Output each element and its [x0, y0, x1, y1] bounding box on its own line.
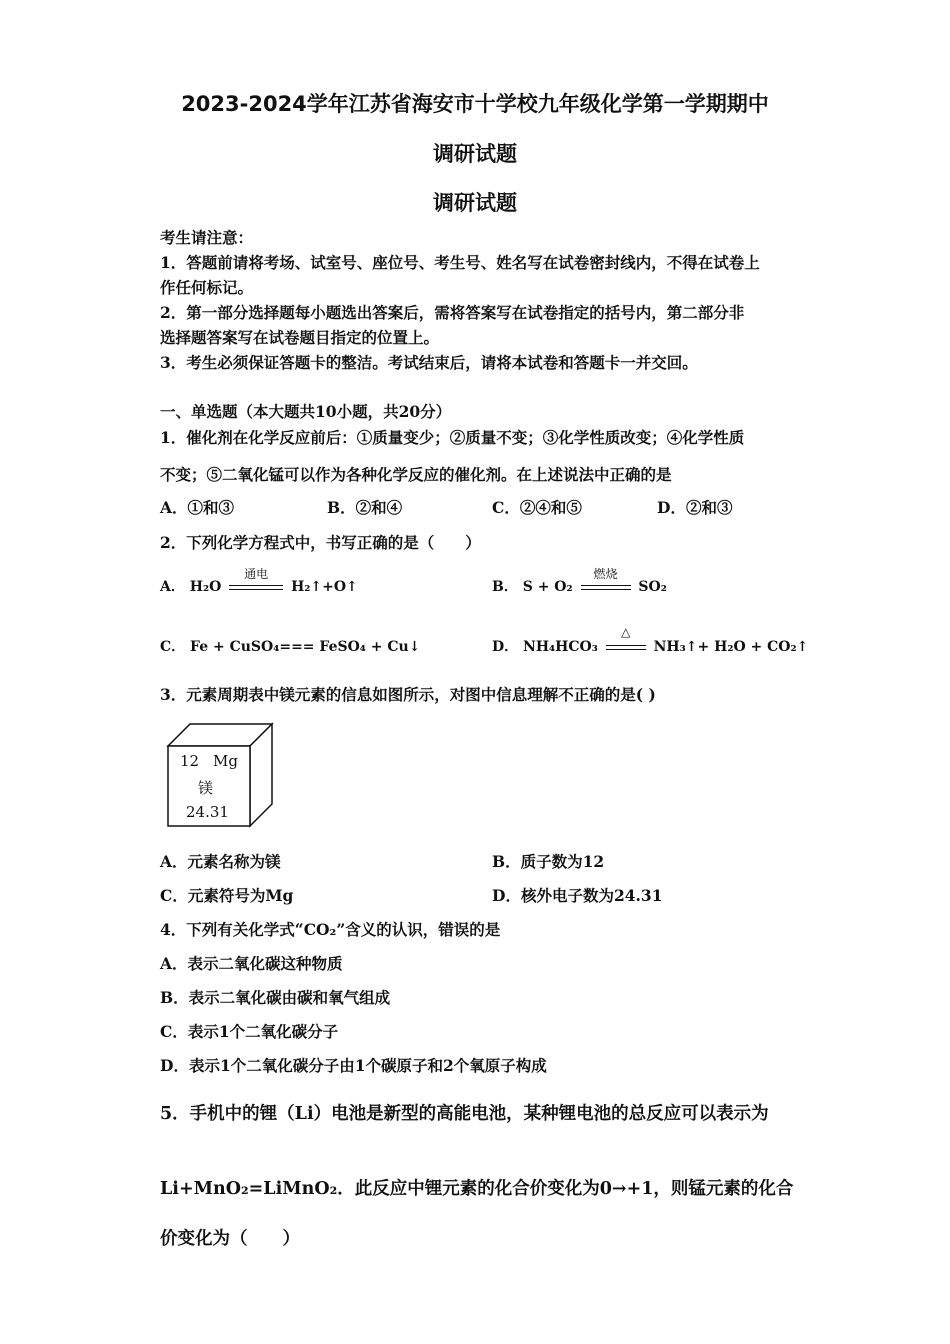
q2-stem: 2．下列化学方程式中，书写正确的是（ ） [160, 533, 481, 552]
section-heading: 一、单选题（本大题共10小题，共20分） [160, 402, 452, 421]
notice-item-1-cont: 作任何标记。 [160, 278, 254, 297]
q1-option-b: B．②和④ [327, 498, 403, 517]
doc-subtitle: 调研试题 [433, 191, 517, 215]
q2-option-b-equals [581, 567, 631, 596]
q2-option-d-label: D． [492, 639, 519, 655]
q3-option-a: A．元素名称为镁 [160, 852, 281, 871]
cell-atomic-mass: 24.31 [186, 803, 229, 821]
cell-atomic-number: 12 [180, 752, 200, 770]
q1-stem: 1．催化剂在化学反应前后：①质量变少；②质量不变；③化学性质改变；④化学性质 [160, 428, 745, 447]
q2-option-c-equation: Fe + CuSO₄=== FeSO₄ + Cu↓ [190, 639, 421, 655]
q1-option-c: C．②④和⑤ [492, 498, 582, 517]
q2-option-a-label: A． [160, 579, 185, 595]
q1-stem-cont: 不变；⑤二氧化锰可以作为各种化学反应的催化剂。在上述说法中正确的是 [160, 465, 672, 484]
notice-item-2-cont: 选择题答案写在试卷题目指定的位置上。 [160, 328, 440, 347]
q4-option-b: B．表示二氧化碳由碳和氧气组成 [160, 988, 391, 1007]
notice-item-2: 2．第一部分选择题每小题选出答案后，需将答案写在试卷指定的括号内，第二部分非 [160, 303, 745, 322]
q3-stem: 3．元素周期表中镁元素的信息如图所示，对图中信息理解不正确的是( ) [160, 685, 656, 704]
q5-stem: 5．手机中的锂（Li）电池是新型的高能电池，某种锂电池的总反应可以表示为 [160, 1104, 769, 1124]
q2-option-d-reactant: NH₄HCO₃ [523, 639, 598, 655]
q2-option-b-condition: 燃烧 [593, 567, 618, 581]
cell-element-name: 镁 [198, 779, 214, 797]
q4-option-a: A．表示二氧化碳这种物质 [160, 954, 343, 973]
q2-option-a-condition: 通电 [244, 567, 269, 581]
q2-option-b [492, 567, 667, 596]
q2-option-b-reactant: S + O₂ [522, 579, 573, 595]
cell-element-symbol: Mg [213, 752, 238, 770]
q2-option-d [492, 625, 809, 656]
q3-option-b: B．质子数为12 [492, 852, 605, 871]
doc-title-line2: 调研试题 [433, 142, 517, 166]
q2-option-d-condition: △ [621, 625, 631, 639]
notice-heading: 考生请注意： [160, 228, 254, 247]
q3-option-c: C．元素符号为Mg [160, 886, 294, 905]
q3-option-d: D．核外电子数为24.31 [492, 886, 663, 905]
q2-option-c-label: C． [160, 639, 186, 655]
q2-option-a-equals [229, 567, 283, 596]
doc-title-line1: 2023-2024学年江苏省海安市十学校九年级化学第一学期期中 [181, 92, 769, 116]
q2-option-d-product: NH₃↑+ H₂O + CO₂↑ [653, 639, 809, 655]
q2-option-b-label: B． [492, 579, 518, 595]
q4-stem: 4．下列有关化学式“CO₂”含义的认识，错误的是 [160, 920, 501, 939]
q2-option-b-product: SO₂ [638, 579, 667, 595]
periodic-table-cell-mg [160, 722, 275, 828]
q2-option-d-equals [606, 625, 646, 656]
q4-option-d: D．表示1个二氧化碳分子由1个碳原子和2个氧原子构成 [160, 1056, 547, 1075]
q2-option-c [160, 636, 420, 656]
q2-option-a-reactant: H₂O [189, 579, 222, 595]
q1-option-a: A．①和③ [160, 498, 235, 517]
q2-option-a [160, 567, 358, 596]
notice-item-3: 3．考生必须保证答题卡的整洁。考试结束后，请将本试卷和答题卡一并交回。 [160, 353, 698, 372]
q2-option-a-product: H₂↑+O↑ [291, 579, 358, 595]
notice-item-1: 1．答题前请将考场、试室号、座位号、考生号、姓名写在试卷密封线内，不得在试卷上 [160, 253, 760, 272]
q1-option-d: D．②和③ [657, 498, 733, 517]
q5-stem-end: 价变化为（ ） [160, 1229, 300, 1249]
q4-option-c: C．表示1个二氧化碳分子 [160, 1022, 339, 1041]
q5-stem-cont: Li+MnO₂=LiMnO₂．此反应中锂元素的化合价变化为0→+1，则锰元素的化合 [160, 1179, 794, 1199]
